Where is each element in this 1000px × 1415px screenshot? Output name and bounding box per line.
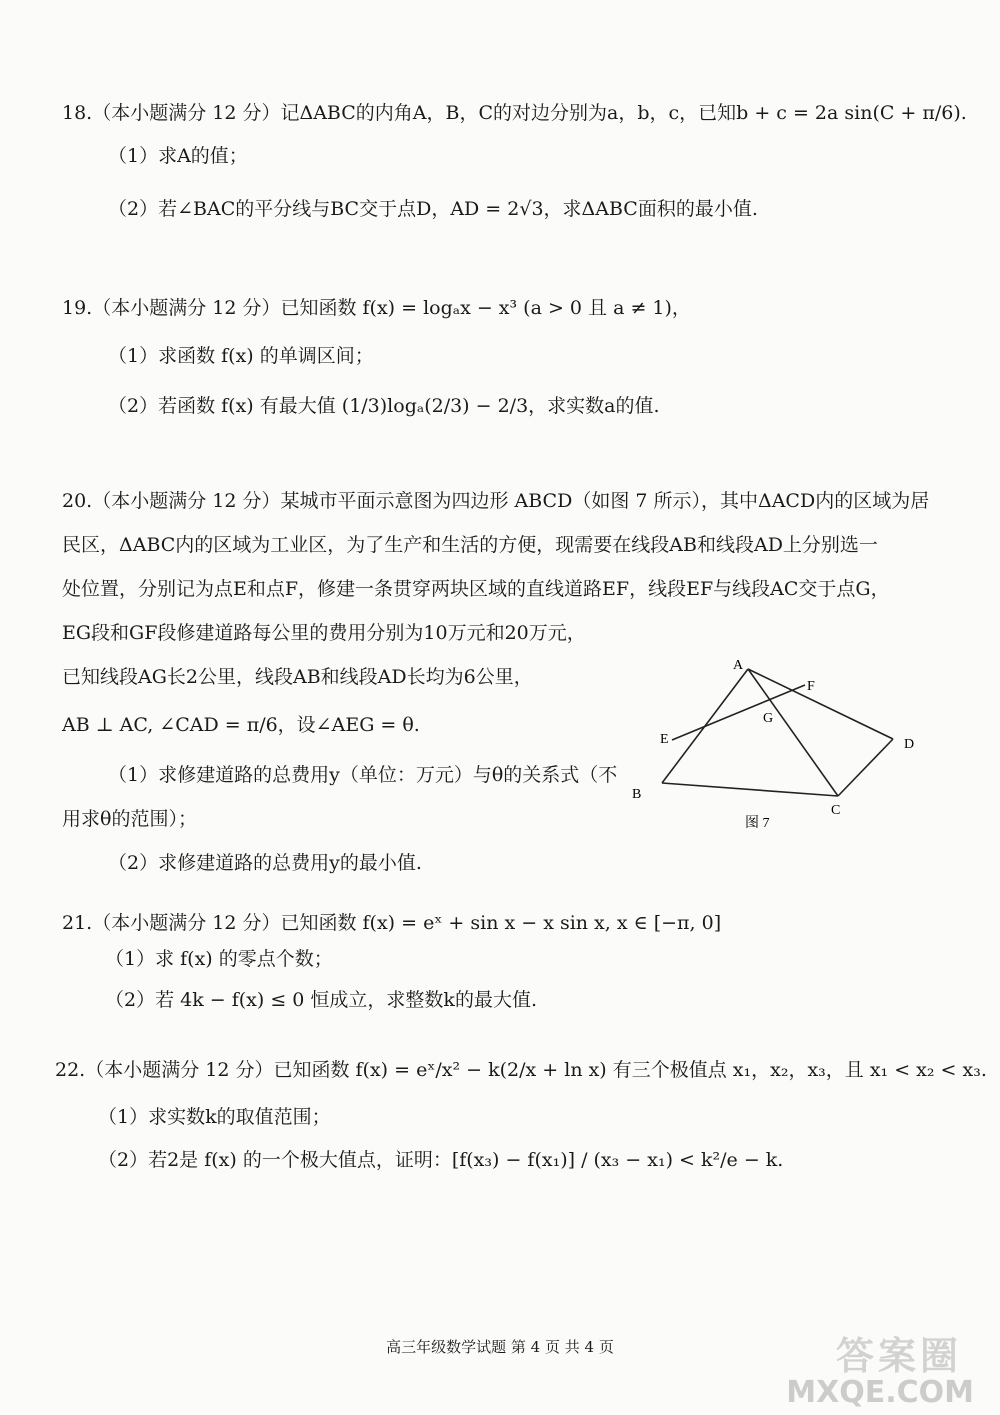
q20-line6: AB ⊥ AC, ∠CAD = π/6，设∠AEG = θ. bbox=[62, 714, 420, 736]
label-D: D bbox=[904, 737, 915, 752]
label-E: E bbox=[660, 732, 669, 747]
label-F: F bbox=[807, 679, 815, 694]
watermark bbox=[770, 1325, 980, 1410]
q20-line3: 处位置，分别记为点E和点F，修建一条贯穿两块区域的直线道路EF，线段EF与线段AC交于点G， bbox=[62, 578, 890, 600]
segment-EF bbox=[672, 685, 805, 740]
q19-part1: （1）求函数 f(x) 的单调区间； bbox=[108, 345, 374, 367]
q19-part2: （2）若函数 f(x) 有最大值 (1/3)logₐ(2/3) − 2/3，求实数a的值. bbox=[108, 395, 660, 417]
figure-caption: 图 7 bbox=[745, 816, 770, 831]
q20-part1b: 用求θ的范围）； bbox=[62, 808, 197, 830]
watermark-url: MXQE.COM bbox=[786, 1375, 974, 1410]
segment-DA bbox=[748, 669, 893, 739]
q20-line2: 民区，ΔABC内的区域为工业区，为了生产和生活的方便，现需要在线段AB和线段AD上分别选一 bbox=[62, 534, 878, 556]
figure-7-diagram bbox=[625, 655, 925, 835]
segment-AC bbox=[748, 669, 838, 796]
page-footer: 高三年级数学试题 第 4 页 共 4 页 bbox=[386, 1338, 614, 1356]
q20-line1: 20.（本小题满分 12 分）某城市平面示意图为四边形 ABCD（如图 7 所示），其中ΔACD内的区域为居 bbox=[62, 490, 930, 512]
q22-part2: （2）若2是 f(x) 的一个极大值点，证明：[f(x₃) − f(x₁)] / (x₃ − x₁) < k²/e − k. bbox=[98, 1149, 784, 1171]
label-A: A bbox=[733, 658, 744, 673]
q20-part2: （2）求修建道路的总费用y的最小值. bbox=[108, 852, 422, 874]
q18-part2: （2）若∠BAC的平分线与BC交于点D，AD = 2√3，求ΔABC面积的最小值. bbox=[108, 198, 758, 220]
q18-part1: （1）求A的值； bbox=[108, 145, 248, 167]
q19-stem: 19.（本小题满分 12 分）已知函数 f(x) = logₐx − x³ (a > 0 且 a ≠ 1)， bbox=[62, 297, 691, 319]
figure-7 bbox=[625, 655, 925, 835]
q18-stem: 18.（本小题满分 12 分）记ΔABC的内角A，B，C的对边分别为a，b，c，已知b + c = 2a sin(C + π/6). bbox=[62, 102, 967, 124]
label-G: G bbox=[763, 711, 774, 726]
q21-part2: （2）若 4k − f(x) ≤ 0 恒成立，求整数k的最大值. bbox=[105, 989, 537, 1011]
q20-part1a: （1）求修建道路的总费用y（单位：万元）与θ的关系式（不 bbox=[108, 764, 618, 786]
label-C: C bbox=[831, 803, 841, 818]
q22-part1: （1）求实数k的取值范围； bbox=[98, 1106, 331, 1128]
segment-CD bbox=[838, 739, 893, 796]
q22-stem: 22.（本小题满分 12 分）已知函数 f(x) = eˣ/x² − k(2/x + ln x) 有三个极值点 x₁，x₂，x₃，且 x₁ < x₂ < x₃. bbox=[55, 1059, 987, 1081]
q20-line4: EG段和GF段修建道路每公里的费用分别为10万元和20万元， bbox=[62, 622, 586, 644]
watermark-logo: 答案圈 bbox=[835, 1334, 962, 1378]
label-B: B bbox=[632, 787, 642, 802]
q20-line5: 已知线段AG长2公里，线段AB和线段AD长均为6公里， bbox=[62, 666, 533, 688]
q21-part1: （1）求 f(x) 的零点个数； bbox=[105, 948, 333, 970]
segment-BC bbox=[662, 783, 838, 796]
q21-stem: 21.（本小题满分 12 分）已知函数 f(x) = eˣ + sin x − x sin x, x ∈ [−π, 0] bbox=[62, 912, 722, 934]
